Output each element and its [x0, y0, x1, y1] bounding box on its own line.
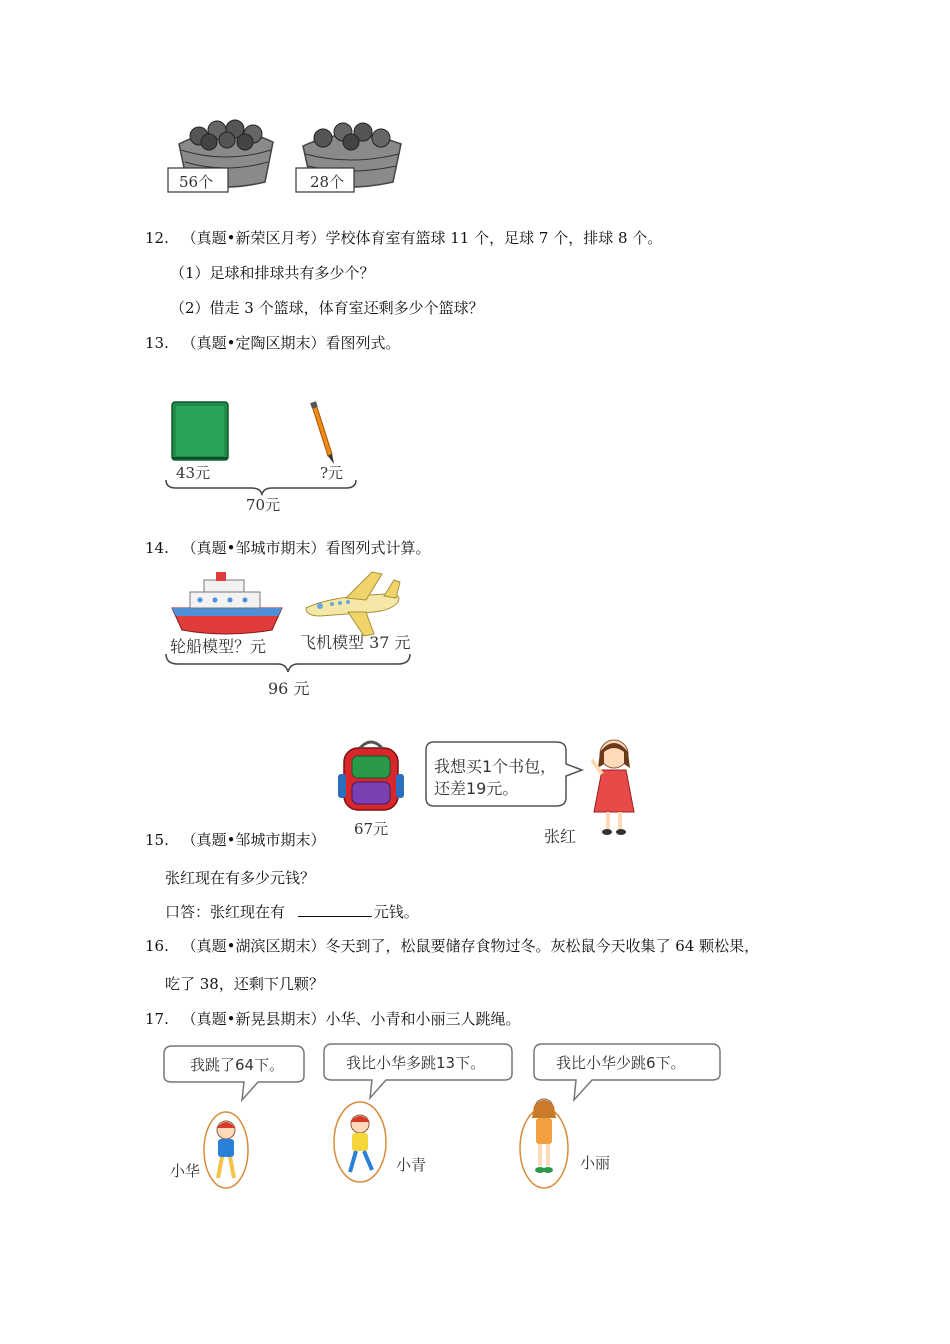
question-text: （真题•定陶区期末）看图列式。 [181, 334, 401, 352]
question-number: 15. [145, 831, 169, 849]
speech-line-2: 还差19元。 [434, 779, 519, 798]
schoolbag-icon [338, 742, 404, 810]
schoolbag-price: 67元 [354, 820, 389, 838]
girl-icon [592, 740, 634, 835]
question-number: 17. [145, 1010, 169, 1028]
question-16 [145, 936, 759, 956]
speech-line-1: 我想买1个书包， [434, 757, 557, 776]
answer-blank[interactable] [298, 902, 372, 917]
question-12-sub2: （2）借走 3 个篮球，体育室还剩多少个篮球？ [170, 299, 484, 317]
question-text: （真题•邹城市期末） [181, 831, 326, 849]
kid-3-name: 小丽 [580, 1154, 611, 1172]
ship-label: 轮船模型？元 [170, 637, 267, 656]
girl-jumping-icon [520, 1099, 568, 1188]
answer-suffix: 元钱。 [373, 903, 419, 921]
question-15-answer [165, 902, 419, 922]
answer-prefix: 口答：张红现在有 [165, 903, 286, 921]
schoolbag-girl-figure [334, 734, 646, 852]
question-15-ask: 张红现在有多少元钱？ [165, 869, 316, 887]
ship-plane-figure [160, 568, 418, 700]
question-13 [145, 333, 401, 353]
jump-rope-figure [160, 1038, 730, 1194]
bubble-3-text: 我比小华少跳6下。 [556, 1054, 686, 1072]
question-number: 14. [145, 539, 169, 557]
question-text: （真题•邹城市期末）看图列式计算。 [181, 539, 431, 557]
notebook-pen-figure [162, 396, 362, 518]
question-text-line1: （真题•湖滨区期末）冬天到了，松鼠要储存食物过冬。灰松鼠今天收集了 64 颗松果， [181, 937, 760, 955]
kid-1-name: 小华 [170, 1162, 201, 1180]
question-text: （真题•新晃县期末）小华、小青和小丽三人跳绳。 [181, 1010, 521, 1028]
question-17 [145, 1009, 521, 1029]
girl-name: 张红 [544, 827, 577, 846]
question-number: 12. [145, 229, 169, 247]
pen-icon [310, 401, 334, 464]
speech-bubble [534, 1044, 720, 1100]
question-12 [145, 228, 662, 248]
question-14 [145, 538, 431, 558]
total-price: 70元 [246, 496, 281, 514]
notebook-icon [172, 402, 228, 460]
boy-jumping-icon [204, 1112, 248, 1188]
ship-icon [172, 572, 282, 634]
total-brace [166, 480, 356, 494]
bubble-2-text: 我比小华多跳13下。 [346, 1054, 486, 1072]
question-number: 13. [145, 334, 169, 352]
total-price: 96 元 [268, 679, 310, 698]
total-brace [166, 654, 410, 672]
question-text: （真题•新荣区月考）学校体育室有篮球 11 个，足球 7 个，排球 8 个。 [181, 229, 663, 247]
question-15 [145, 830, 326, 850]
basket1-label: 56个 [179, 173, 214, 191]
kid-2-name: 小青 [396, 1156, 427, 1174]
plane-icon [306, 572, 400, 636]
question-16-line2: 吃了 38，还剩下几颗？ [165, 975, 324, 993]
bubble-1-text: 我跳了64下。 [190, 1056, 285, 1074]
pen-price: ?元 [320, 464, 344, 482]
girl-jumping-icon [334, 1102, 386, 1182]
question-number: 16. [145, 937, 169, 955]
basket2-label: 28个 [310, 173, 345, 191]
question-12-sub1: （1）足球和排球共有多少个？ [170, 264, 375, 282]
baskets-figure [165, 112, 410, 198]
notebook-price: 43元 [176, 464, 211, 482]
plane-label: 飞机模型 37 元 [300, 633, 411, 652]
